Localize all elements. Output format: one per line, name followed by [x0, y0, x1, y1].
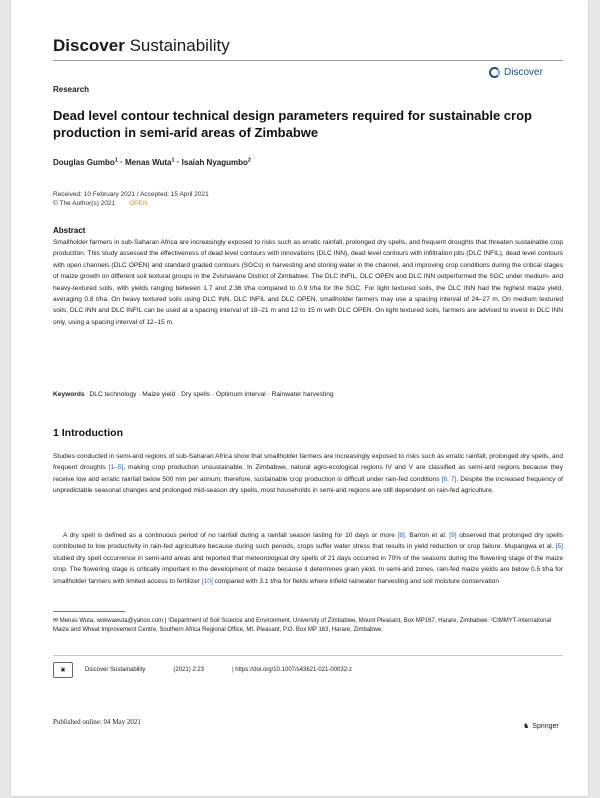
citation-link[interactable]: [6, 7] — [441, 475, 457, 483]
journal-name-bold: Discover — [53, 36, 125, 55]
author-2[interactable]: Menas Wuta$^1$ — [124, 157, 175, 167]
author-affiliations: ✉ Menas Wuta, wokwawuta@yahoo.com | ¹Department of Soil Science and Environment, University of Zimbabwe, Mount Pleasant, Box MP167, Harare, Zimbabwe. ²CIMMYT-International Maize and Wheat Improvement Centre, Southern Africa Regional Office, Mt. Pleasant, P.O. Box MP 163, Harare, Zimbabwe. — [53, 618, 552, 633]
journal-name-rest: Sustainability — [129, 36, 230, 55]
open-access-badge: OPEN — [129, 200, 148, 207]
paper-page — [11, 0, 588, 796]
discover-badge-label: Discover — [504, 67, 543, 78]
keywords-list: DLC technology · Maize yield · Dry spells · Optimum interval · Rainwater harvesting — [89, 391, 334, 398]
journal-cover-icon: ▣ — [53, 662, 73, 678]
intro-paragraph-1: Studies conducted in semi-arid regions of sub-Saharan Africa show that smallholder farmers are increasingly exposed to risks such as erratic rainfall, prolonged dry spells, and frequent droughts [1–5], making crop production unsustainable. In Zimbabwe, natural agro-ecological regions IV and V are classified as semi-arid regions because they receive low and erratic rainfall below 500 mm per annum; therefore, sustainable crop production is difficult under rain-fed conditions [6, 7]. Despite the increased frequency of unpredictable seasonal changes and prolonged mid-season dry spells, most households in semi-arid regions are still dependent on rain-fed agriculture. — [53, 453, 564, 495]
article-dates — [53, 190, 209, 208]
abstract-heading: Abstract — [53, 226, 86, 235]
footer-volume: (2021) 2:23 — [173, 667, 205, 673]
footer-journal: Discover Sustainability — [85, 667, 146, 673]
journal-name — [53, 36, 230, 56]
article-type: Research — [53, 85, 90, 94]
discover-logo-icon — [489, 67, 500, 78]
footer-rule — [53, 655, 563, 656]
copyright-line: © The Author(s) 2021 OPEN — [53, 200, 148, 207]
citation-link[interactable]: [5] — [555, 543, 563, 551]
publisher-name: Springer — [532, 722, 559, 730]
citation-link[interactable]: [9] — [449, 532, 457, 539]
abstract-text: Smallholder farmers in sub-Saharan Africa are increasingly exposed to risks such as erratic rainfall, prolonged dry spells, and frequent droughts that threaten sustainable crop production. This study assessed the effectiveness of dead level contours with innovations (DLC INN), dead level contours with infiltration pits (DLC INFIL), dead level contours with open channels (DLC OPEN) and standard graded contours (SGCs) in harvesting and storing water in the channel, and improving crop conditions during the critical stages of maize growth on different soil textural groups in the Zvishavane District of Zimbabwe. The DLC INFIL, DLC OPEN and DLC INN outperformed the SGC under medium- and heavy-textured soils, with yields ranging between 1.7 and 2.36 t/ha compared to 0.9 t/ha for the SGC. For light textured soils, the DLC INN had the highest maize yield, averaging 0.8 t/ha. On heavy textured soils using DLC INN, DLC INFIL and DLC OPEN, smallholder farmers may use a spacing interval of 24–27 m. On medium textured soils, DLC INN and DLC INFIL can be used at a spacing interval of 18–21 m and 12 to 15 m with DLC OPEN. On light textured soils, farmers are advised to invest in DLC INN only, using a spacing interval of 12–15 m. — [53, 239, 563, 326]
published-online: Published online: 04 May 2021 — [53, 718, 141, 726]
received-accepted: Received: 10 February 2021 / Accepted: 15 April 2021 — [53, 191, 209, 198]
footnote-rule — [53, 611, 125, 612]
doi-link[interactable]: | https://doi.org/10.1007/s43621-021-00032-z — [232, 667, 353, 673]
citation-link[interactable]: [10] — [201, 577, 213, 585]
author-list: Douglas Gumbo$^1$ · Menas Wuta$^1$ · Isaiah Nyagumbo$^2$ — [53, 157, 251, 167]
article-title: Dead level contour technical design parameters required for sustainable crop production in semi-arid areas of Zimbabwe — [53, 108, 532, 140]
discover-badge[interactable] — [489, 67, 543, 78]
springer-horse-icon: ♞ — [523, 723, 530, 730]
citation-link[interactable]: [8] — [397, 532, 405, 539]
author-3[interactable]: Isaiah Nyagumbo$^2$ — [181, 157, 251, 167]
keywords — [53, 391, 334, 398]
intro-paragraph-2: A dry spell is defined as a continuous period of no rainfall during a rainfall season lasting for 10 days or more [8]. Barron et al. [9] observed that prolonged dry spells contributed to low productivity in rain-fed agriculture because during such periods, crops suffer water stress that results in yield reduction or crop failure. Mupangwa et al. [5] studied dry spell occurrence in semi-arid areas and reported that meteorological dry spells of 21 days occurred in 70% of the seasons during the flowering stage of the maize crop. The flowering stage is critically important in the development of maize because it determines grain yield. In semi-arid zones, rain-fed maize yields are below 0.5 t/ha for smallholder farmers with limited access to fertilizer [10] compared with 3.1 t/ha for fields where infield rainwater harvesting and soil moisture conservation — [53, 532, 563, 585]
springer-logo — [523, 722, 559, 730]
author-1[interactable]: Douglas Gumbo$^1$ — [53, 157, 118, 167]
header-rule — [53, 60, 563, 61]
keywords-label: Keywords — [53, 391, 85, 398]
page-footer — [53, 662, 352, 678]
citation-link[interactable]: [1–5] — [108, 464, 124, 472]
section-heading-introduction: 1 Introduction — [53, 427, 123, 439]
